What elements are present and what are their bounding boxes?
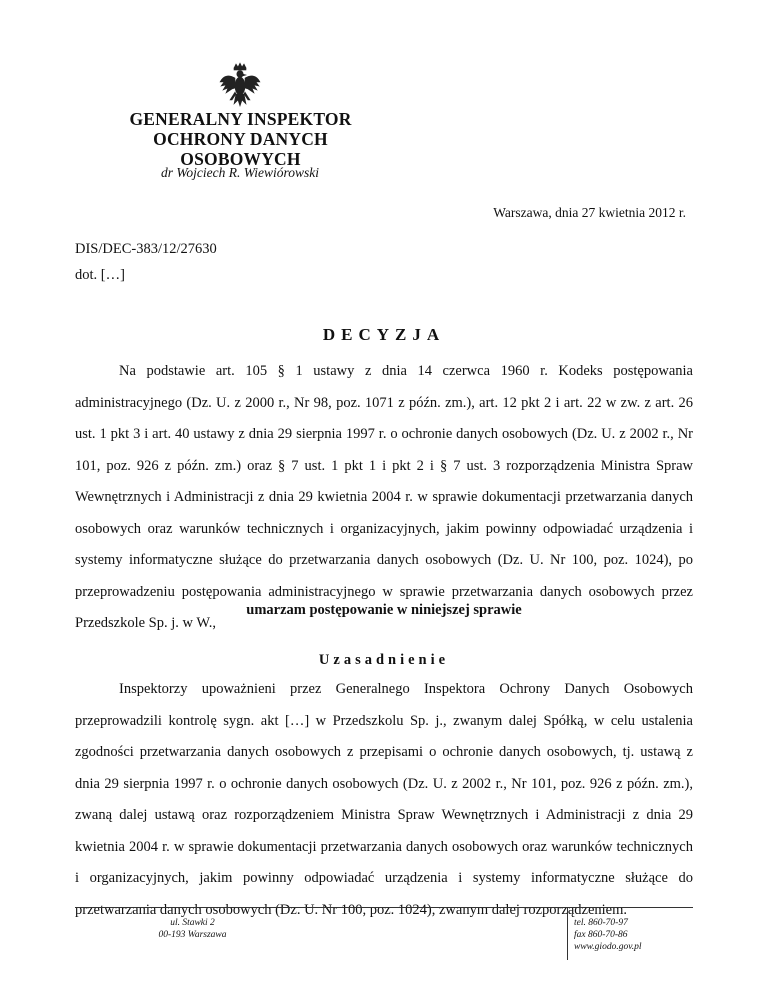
org-line-3: OSOBOWYCH [180, 149, 301, 169]
justification-title: Uzasadnienie [318, 652, 450, 668]
reference-number: DIS/DEC-383/12/27630 [75, 241, 217, 257]
reference-block [75, 236, 217, 288]
footer-vertical-divider [567, 908, 568, 960]
ruling-statement: umarzam postępowanie w niniejszej sprawie [246, 602, 522, 618]
footer-address [145, 917, 240, 941]
organization-name [118, 109, 363, 169]
contact-phone: tel. 860-70-97 [574, 918, 628, 928]
footer-divider [75, 907, 693, 908]
contact-fax: fax 860-70-86 [574, 930, 628, 940]
document-title: DECYZJA [322, 325, 446, 344]
head-name: dr Wojciech R. Wiewiórowski [161, 165, 319, 180]
place-and-date: Warszawa, dnia 27 kwietnia 2012 r. [493, 205, 686, 220]
polish-eagle-emblem-icon [218, 62, 262, 112]
address-street: ul. Stawki 2 [170, 918, 215, 928]
address-city: 00-193 Warszawa [158, 930, 227, 940]
footer-contact [574, 917, 641, 953]
reference-regarding: dot. […] [75, 267, 125, 283]
justification-paragraph: Inspektorzy upoważnieni przez Generalnego Inspektora Ochrony Danych Osobowych przeprowadzili kontrolę sygn. akt […] w Przedszkolu Sp. j., zwanym dalej Spółką, w celu ustalenia zgodności przetwarzania danych osobowych z przepisami o ochronie danych osobowych, tj. ustawą z dnia 29 sierpnia 1997 r. o ochronie danych osobowych (Dz. U. z 2002 r., Nr 101, poz. 926 z późn. zm.), zwaną dalej ustawą oraz rozporządzeniem Ministra Spraw Wewnętrznych i Administracji z dnia 29 kwietnia 2004 r. w sprawie dokumentacji przetwarzania danych osobowych oraz warunków technicznych i organizacyjnych, jakim powinny odpowiadać urządzenia i systemy informatyczne służące do przetwarzania danych osobowych (Dz. U. Nr 100, poz. 1024), zwanym dalej rozporządzeniem. [75, 681, 693, 918]
contact-website[interactable]: www.giodo.gov.pl [574, 942, 642, 952]
org-line-2: OCHRONY DANYCH [153, 129, 328, 149]
intro-paragraph: Na podstawie art. 105 § 1 ustawy z dnia 14 czerwca 1960 r. Kodeks postępowania administracyjnego (Dz. U. z 2000 r., Nr 98, poz. 1071 z późn. zm.), art. 12 pkt 2 i art. 22 w zw. z art. 26 ust. 1 pkt 3 i art. 40 ustawy z dnia 29 sierpnia 1997 r. o ochronie danych osobowych (Dz. U. z 2002 r., Nr 101, poz. 926 z późn. zm.) oraz § 7 ust. 1 pkt 1 i pkt 2 i § 7 ust. 3 rozporządzenia Ministra Spraw Wewnętrznych i Administracji z dnia 29 kwietnia 2004 r. w sprawie dokumentacji przetwarzania danych osobowych oraz warunków technicznych i organizacyjnych, jakim powinny odpowiadać urządzenia i systemy informatyczne służące do przetwarzania danych osobowych (Dz. U. Nr 100, poz. 1024), po przeprowadzeniu postępowania administracyjnego w sprawie przetwarzania danych osobowych przez Przedszkole Sp. j. w W., [75, 363, 693, 631]
org-line-1: GENERALNY INSPEKTOR [129, 109, 352, 129]
